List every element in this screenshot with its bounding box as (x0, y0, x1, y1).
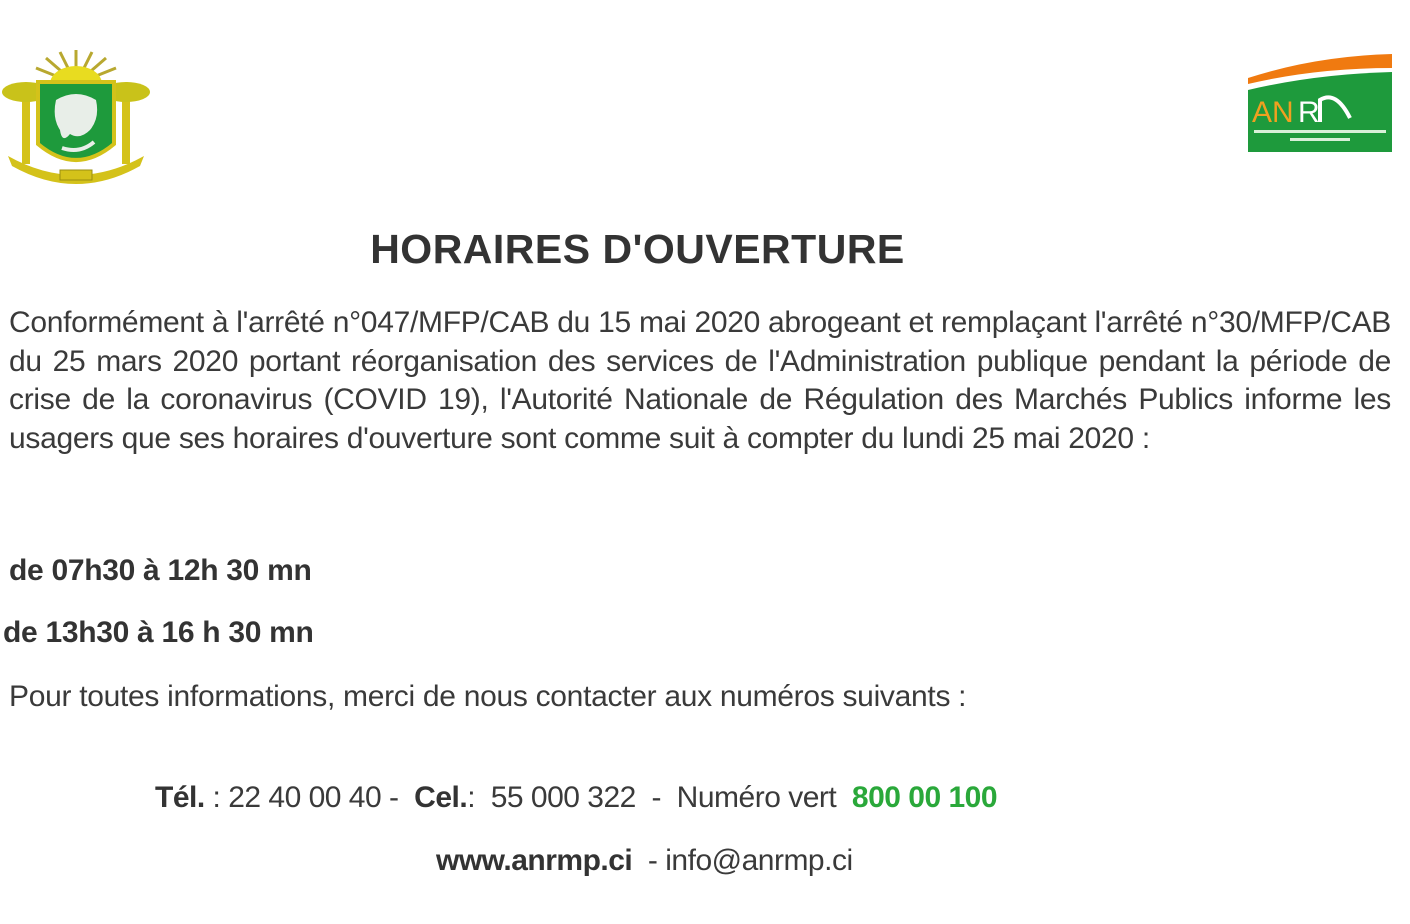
opening-hours-morning: de 07h30 à 12h 30 mn (9, 554, 312, 587)
cel-value: : 55 000 322 - Numéro vert (467, 781, 852, 814)
page-title: HORAIRES D'OUVERTURE (370, 226, 905, 272)
contact-web-line (436, 844, 853, 878)
anrmp-logo (1246, 50, 1394, 154)
tel-label: Tél. (155, 781, 205, 814)
green-number: 800 00 100 (851, 781, 998, 814)
svg-text:AN: AN (1252, 96, 1294, 129)
opening-hours-afternoon: de 13h30 à 16 h 30 mn (3, 616, 314, 649)
svg-text:R: R (1298, 96, 1320, 129)
contact-intro: Pour toutes informations, merci de nous contacter aux numéros suivants : (9, 680, 967, 713)
coat-of-arms-emblem (0, 44, 152, 184)
website-link[interactable]: www.anrmp.ci (436, 844, 633, 877)
tel-value: : 22 40 00 40 - (204, 781, 415, 814)
cel-label: Cel. (414, 781, 468, 814)
contact-phone-line (155, 781, 997, 815)
email-link[interactable]: - info@anrmp.ci (632, 844, 853, 877)
announcement-paragraph: Conformément à l'arrêté n°047/MFP/CAB du 15 mai 2020 abrogeant et remplaçant l'arrêté n°30/MFP/CAB du 25 mars 2020 portant réorganisation des services de l'Administration publique pendant la période de crise de la coronavirus (COVID 19), l'Autorité Nationale de Régulation des Marchés Publics informe les usagers que ses horaires d'ouverture sont comme suit à compter du lundi 25 mai 2020 : (9, 306, 1391, 455)
